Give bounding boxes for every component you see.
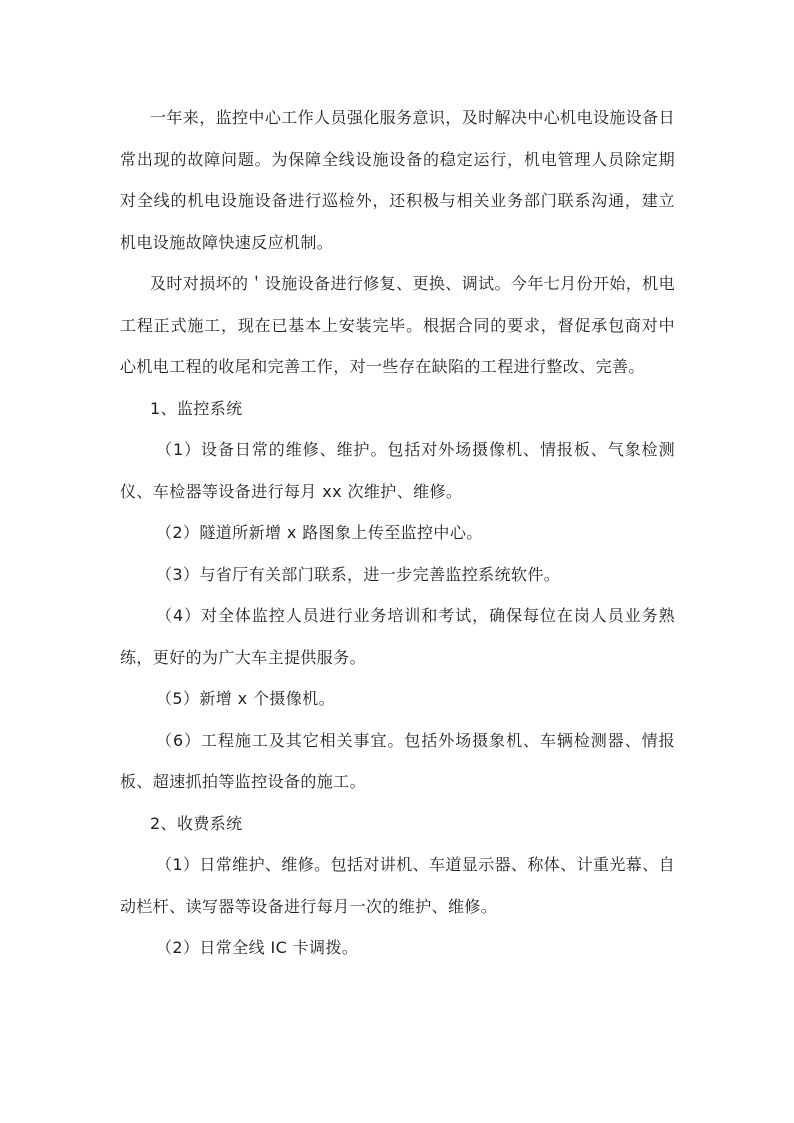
list-item: （2）隧道所新增 x 路图象上传至监控中心。 xyxy=(156,523,483,542)
list-item: （2）日常全线 IC 卡调拨。 xyxy=(156,938,359,957)
section-heading-monitoring: 1、监控系统 xyxy=(150,398,243,418)
list-item: （1）日常维护、维修。包括对讲机、车道显示器、称体、计重光幕、自动栏杆、读写器等设备进行每月一次的维护、维修。 xyxy=(120,855,675,916)
list-item: （1）设备日常的维修、维护。包括对外场摄像机、情报板、气象检测仪、车检器等设备进行每月 xx 次维护、维修。 xyxy=(120,440,675,501)
section-heading-toll: 2、收费系统 xyxy=(150,813,243,833)
document-page xyxy=(120,97,675,969)
list-item: （6）工程施工及其它相关事宜。包括外场摄象机、车辆检测器、情报板、超速抓拍等监控设备的施工。 xyxy=(120,730,675,791)
paragraph-repair: 及时对损坏的＇设施设备进行修复、更换、调试。今年七月份开始，机电工程正式施工，现在已基本上安装完毕。根据合同的要求，督促承包商对中心机电工程的收尾和完善工作，对一些存在缺陷的工程进行整改、完善。 xyxy=(120,274,675,376)
paragraph-intro: 一年来，监控中心工作人员强化服务意识，及时解决中心机电设施设备日常出现的故障问题。为保障全线设施设备的稳定运行，机电管理人员除定期对全线的机电设施设备进行巡检外，还积极与相关业务部门联系沟通，建立机电设施故障快速反应机制。 xyxy=(120,108,675,252)
list-item: （5）新增 x 个摄像机。 xyxy=(156,689,336,708)
list-item: （4）对全体监控人员进行业务培训和考试，确保每位在岗人员业务熟练，更好的为广大车主提供服务。 xyxy=(120,606,675,667)
list-item: （3）与省厅有关部门联系，进一步完善监控系统软件。 xyxy=(156,564,561,584)
